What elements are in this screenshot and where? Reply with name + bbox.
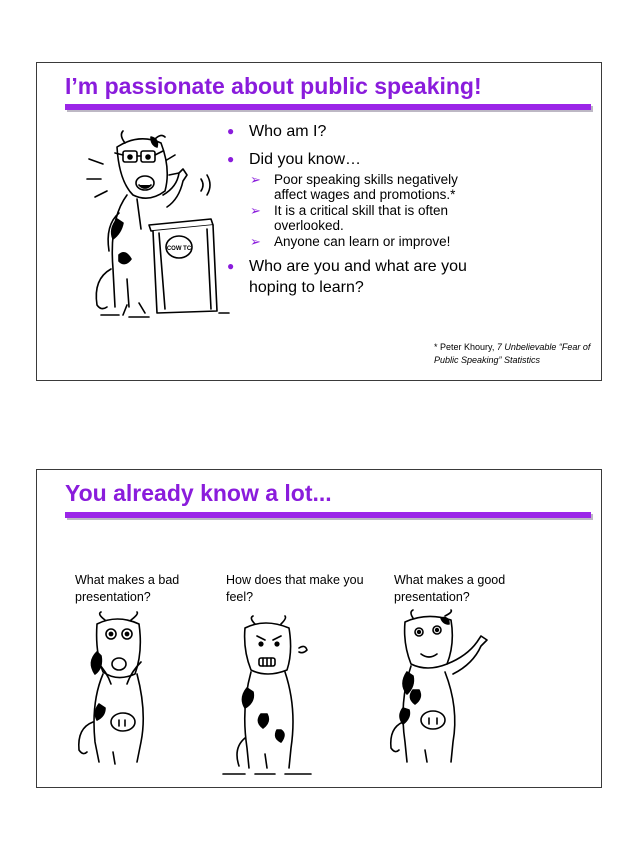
- happy-cow-illustration: [383, 612, 503, 772]
- footnote-prefix: * Peter Khoury,: [434, 342, 497, 352]
- sub-bullet: ➢ Anyone can learn or improve!: [249, 234, 477, 249]
- bullet-text: Did you know…: [249, 151, 362, 168]
- bullet-text: Who are you and what are you hoping to learn?: [249, 258, 467, 296]
- podium-sign-text: COW TC: [166, 246, 192, 252]
- cow-at-podium-illustration: [79, 129, 229, 319]
- sub-bullet: ➢ Poor speaking skills negatively affect wages and promotions.*: [249, 172, 477, 202]
- question-good-presentation: What makes a good presentation?: [394, 573, 506, 604]
- footnote-title: 7 Unbelievable “Fear of Public Speaking” Statistics: [434, 342, 591, 365]
- slide-1-title: I’m passionate about public speaking!: [65, 73, 482, 99]
- scared-cow-illustration: [67, 612, 167, 770]
- bullet-did-you-know: [227, 149, 477, 249]
- bullet-list: [227, 121, 477, 305]
- slide-1: [36, 62, 602, 381]
- title-underline: [65, 512, 591, 518]
- slide-2-title: You already know a lot...: [65, 480, 332, 506]
- bullet-who-are-you: [227, 256, 477, 298]
- angry-cow-illustration: [215, 618, 325, 778]
- bullet-who-am-i: [227, 121, 477, 142]
- slide-2: [36, 469, 602, 788]
- footnote-citation: [434, 341, 599, 367]
- sub-bullet: ➢ It is a critical skill that is often overlooked.: [249, 203, 477, 233]
- question-bad-presentation: What makes a bad presentation?: [75, 573, 180, 604]
- question-how-feel: How does that make you feel?: [226, 573, 364, 604]
- title-underline: [65, 104, 591, 110]
- bullet-text: Who am I?: [249, 123, 327, 140]
- sub-bullet-list: [249, 172, 477, 249]
